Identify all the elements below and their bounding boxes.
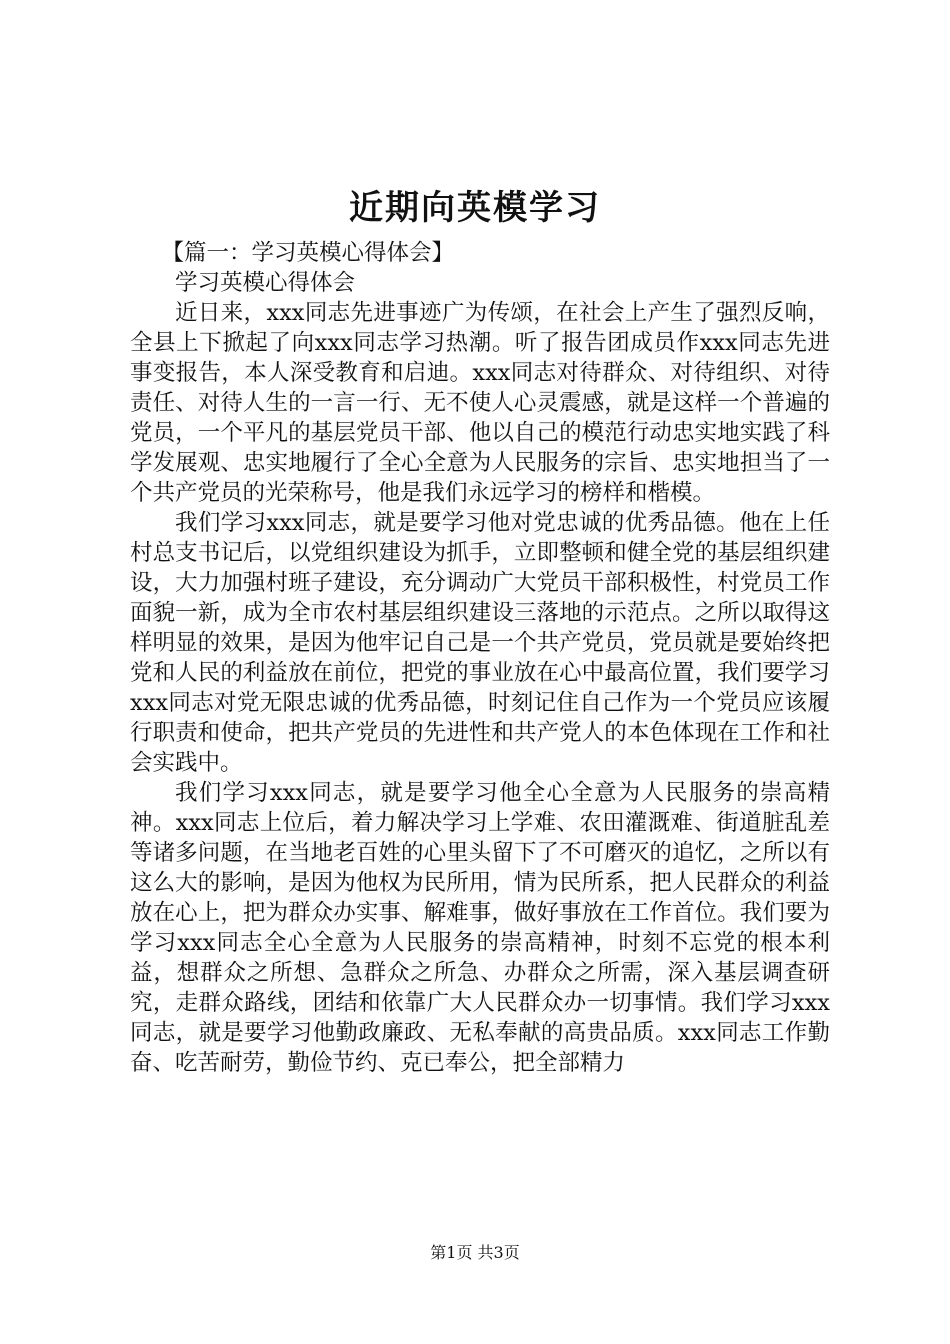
subheading: 学习英模心得体会 — [175, 270, 356, 296]
document-title: 近期向英模学习 — [349, 188, 601, 228]
paragraph-2: 我们学习xxx同志，就是要学习他对党忠诚的优秀品德。他在上任村总支书记后，以党组织建设为抓手，立即整顿和健全党的基层组织建设，大力加强村班子建设，充分调动广大党员干部积极性，村党员工作面貌一新，成为全市农村基层组织建设三落地的示范点。之所以取得这样明显的效果，是因为他牢记自己是一个共产党员，党员就是要始终把党和人民的利益放在前位，把党的事业放在心中最高位置，我们要学习xxx同志对党无限忠诚的优秀品德，时刻记住自己作为一个党员应该履行职责和使命，把共产党员的先进性和共产党人的本色体现在工作和社会实践中。 — [130, 510, 830, 776]
paragraph-3: 我们学习xxx同志，就是要学习他全心全意为人民服务的崇高精神。xxx同志上位后，着力解决学习上学难、农田灌溉难、街道脏乱差等诸多问题，在当地老百姓的心里头留下了不可磨灭的追忆，之所以有这么大的影响，是因为他权为民所用，情为民所系，把人民群众的利益放在心上，把为群众办实事、解难事，做好事放在工作首位。我们要为学习xxx同志全心全意为人民服务的崇高精神，时刻不忘党的根本利益，想群众之所想、急群众之所急、办群众之所需，深入基层调查研究，走群众路线，团结和依靠广大人民群众办一切事情。我们学习xxx同志，就是要学习他勤政廉政、无私奉献的高贵品质。xxx同志工作勤奋、吃苦耐劳，勤俭节约、克已奉公，把全部精力 — [130, 780, 830, 1076]
page-footer: 第1页 共3页 — [430, 1243, 520, 1262]
section-heading: 【篇一：学习英模心得体会】 — [161, 240, 455, 266]
paragraph-1: 近日来，xxx同志先进事迹广为传颂，在社会上产生了强烈反响，全县上下掀起了向xxx同志学习热潮。听了报告团成员作xxx同志先进事变报告，本人深受教育和启迪。xxx同志对待群众、对待组织、对待责任、对待人生的一言一行、无不使人心灵震感，就是这样一个普遍的党员，一个平凡的基层党员干部、他以自己的模范行动忠实地实践了科学发展观、忠实地履行了全心全意为人民服务的宗旨、忠实地担当了一个共产党员的光荣称号，他是我们永远学习的榜样和楷模。 — [130, 300, 830, 506]
document-body — [130, 238, 830, 1078]
